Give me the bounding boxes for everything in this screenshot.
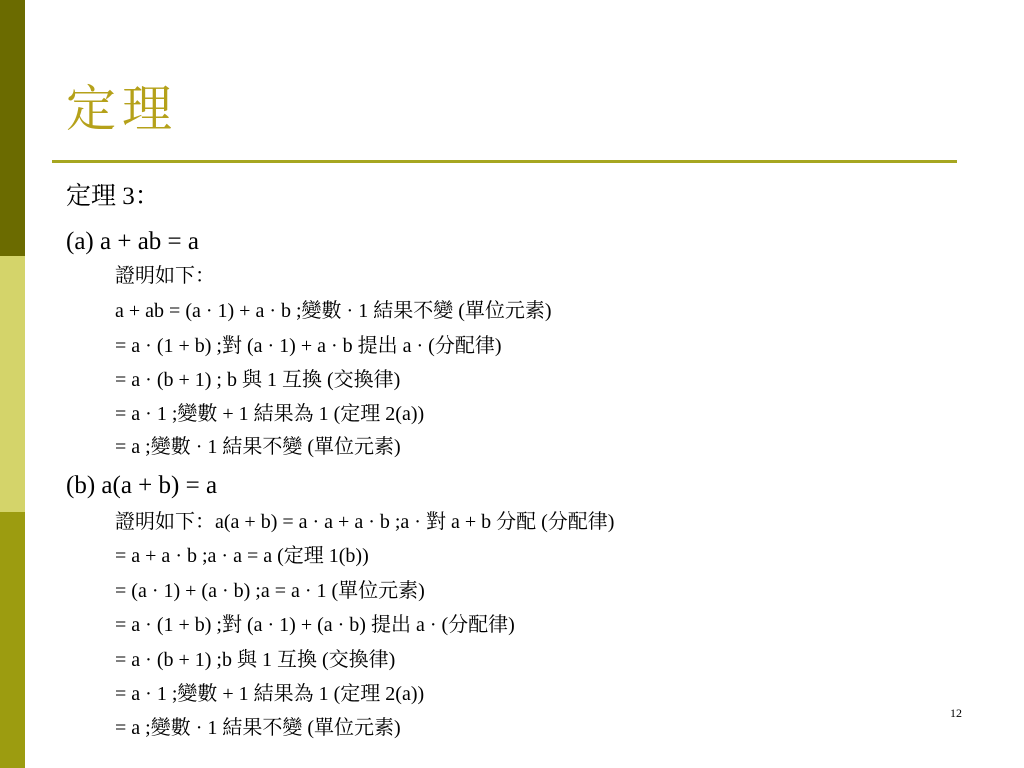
- proof-a-step-5: = a ;變數 · 1 結果不變 (單位元素): [115, 436, 401, 458]
- proof-b-step-5: = a · 1 ;變數 + 1 結果為 1 (定理 2(a)): [115, 683, 425, 705]
- proof-b-step-4: = a · (b + 1) ;b 與 1 互換 (交換律): [115, 649, 396, 671]
- proof-a-step-4: = a · 1 ;變數 + 1 結果為 1 (定理 2(a)): [115, 403, 425, 425]
- slide-title: 定理: [66, 80, 178, 138]
- proof-b-step-3: = a · (1 + b) ;對 (a · 1) + (a · b) 提出 a · (分配律): [115, 614, 515, 636]
- proof-b-step-6: = a ;變數 · 1 結果不變 (單位元素): [115, 717, 401, 739]
- proof-a-intro: 證明如下：: [115, 265, 215, 287]
- page-number: 12: [950, 706, 962, 720]
- proof-a-step-1: a + ab = (a · 1) + a · b ;變數 · 1 結果不變 (單位元素): [115, 300, 552, 322]
- theorem-heading: 定理 3：: [66, 183, 160, 210]
- part-a-statement: (a) a + ab = a: [66, 228, 199, 255]
- proof-a-step-2: = a · (1 + b) ;對 (a · 1) + a · b 提出 a · (分配律): [115, 335, 502, 357]
- proof-b-intro: 證明如下：a(a + b) = a · a + a · b ;a · 對 a + b 分配 (分配律): [115, 511, 615, 533]
- proof-b-step-1: = a + a · b ;a · a = a (定理 1(b)): [115, 545, 369, 567]
- proof-b-step-2: = (a · 1) + (a · b) ;a = a · 1 (單位元素): [115, 580, 425, 602]
- proof-a-step-3: = a · (b + 1) ; b 與 1 互換 (交換律): [115, 369, 401, 391]
- part-b-statement: (b) a(a + b) = a: [66, 472, 218, 499]
